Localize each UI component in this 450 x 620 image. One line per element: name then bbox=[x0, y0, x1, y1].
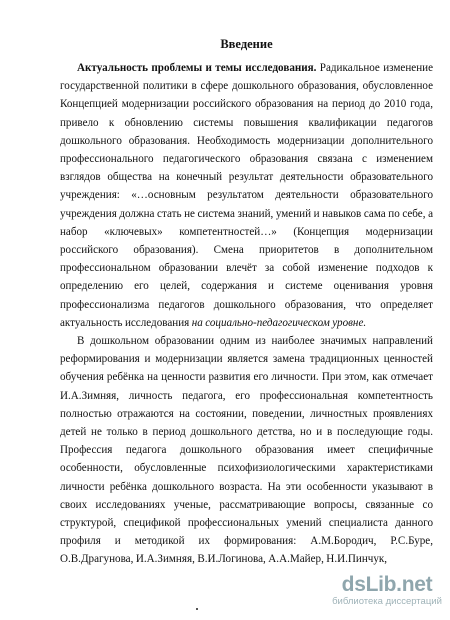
watermark-tagline: библиотека диссертаций bbox=[332, 596, 442, 607]
page-dot bbox=[196, 608, 198, 610]
paragraph-preschool: В дошкольном образовании одним из наиболее значимых направлений реформирования и модернизации является замена традиционных ценностей обучения ребёнка на ценности развития его личности. При этом, как отмечает И.А.Зимняя, личность педагога, его профессиональная компетентность полностью отражаются на состоянии, поведении, личностных проявлениях детей не только в период дошкольного детства, но и в последующие годы. Профессия педагога дошкольного образования имеет специфичные особенности, обусловленные психофизиологическими характеристиками личности ребёнка дошкольного возраста. На эти особенности указывают в своих исследованиях ученые, рассматривающие вопросы, связанные со структурой, спецификой профессиональных умений специалиста данного профиля и методикой их формирования: А.М.Бородич, Р.С.Буре, О.В.Драгунова, И.А.Зимняя, В.И.Логинова, А.А.Майер, Н.И.Пинчук, bbox=[60, 335, 433, 566]
paragraph-relevance bbox=[60, 59, 433, 332]
document-page bbox=[60, 36, 433, 569]
paragraph-body-text: Радикальное изменение государственной политики в сфере дошкольного образования, обусловленное Концепцией модернизации российского образования на период до 2010 года, привело к обновлению системы повышения квалификации педагогов дошкольного образования. Необходимость модернизации дополнительного профессионального педагогического образования связана с изменением взглядов общества на конечный результат деятельности образовательного учреждения: «…основным результатом деятельности образовательного учреждения должна стать не система знаний, умений и навыков сама по себе, а набор «ключевых» компетентностей…» (Концепция модернизации российского образования). Смена приоритетов в дополнительном профессиональном образовании влечёт за собой изменение подходов к определению его целей, содержания и системе оценивания уровня профессионализма педагогов дошкольного образования, что определяет актуальность исследования bbox=[60, 62, 433, 329]
paragraph-bold-lead: Актуальность проблемы и темы исследования. bbox=[77, 62, 317, 74]
watermark bbox=[331, 574, 443, 608]
section-heading: Введение bbox=[220, 37, 273, 51]
watermark-logo: dsLib.net bbox=[341, 573, 433, 596]
paragraph-italic-tail: на социально-педагогическом уровне. bbox=[191, 316, 367, 329]
